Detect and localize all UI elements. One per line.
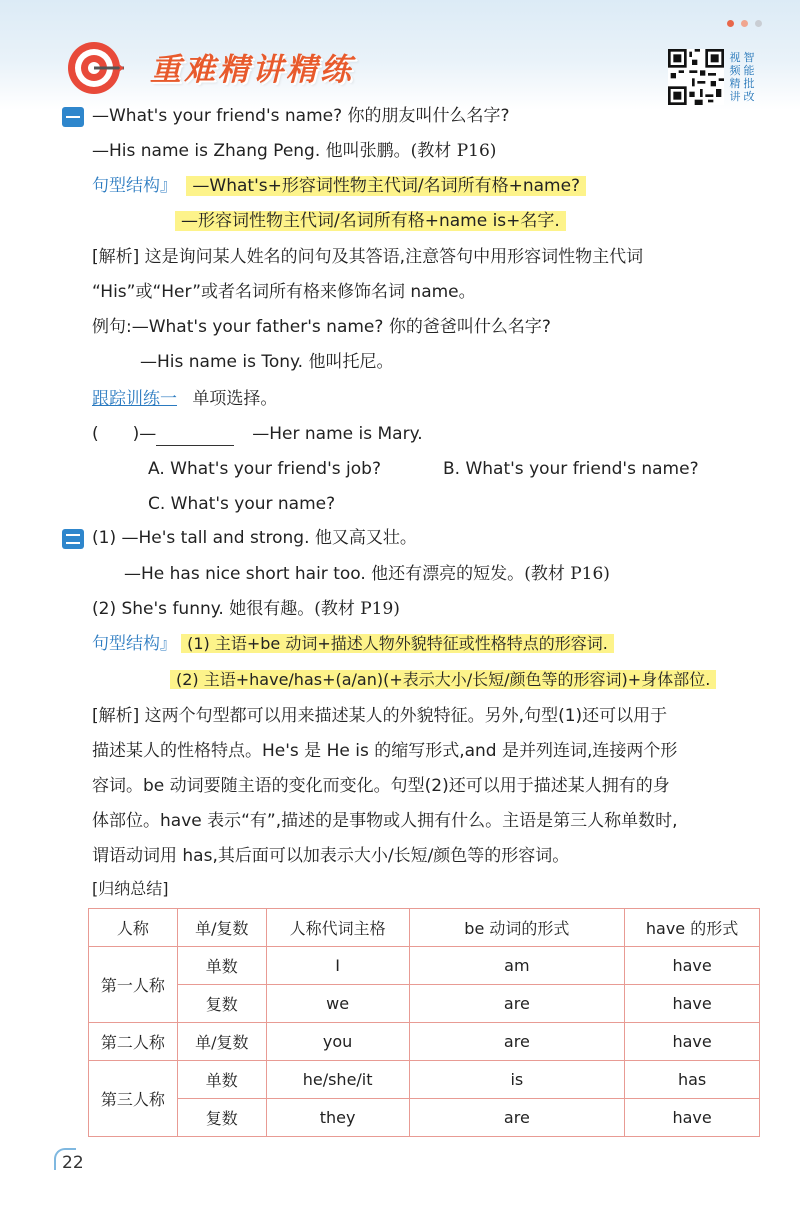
s2-analysis-3: 容词。be 动词要随主语的变化而变化。句型(2)还可以用于描述某人拥有的身	[92, 776, 670, 796]
answer-blank[interactable]	[156, 427, 234, 446]
pattern-1: —What's+形容词性物主代词/名词所有格+name?	[186, 176, 586, 196]
qr-label-char: 批	[743, 77, 755, 90]
pattern-label: 句型结构	[92, 176, 160, 196]
practice-question	[92, 422, 423, 446]
table-row	[89, 1099, 760, 1137]
s1-analysis-1: [解析] 这是询问某人姓名的问句及其答语,注意答句中用形容词性物主代词	[92, 247, 644, 267]
qr-label-char: 改	[743, 90, 755, 103]
practice-title: 单项选择。	[192, 389, 278, 409]
table-row	[89, 1061, 760, 1099]
have-cell: have	[625, 985, 760, 1023]
table-header: have 的形式	[625, 909, 760, 947]
answer-paren: ( )—	[92, 424, 157, 444]
s2-pattern-row2	[170, 668, 716, 692]
s1-question: —What's your friend's name? 你的朋友叫什么名字?	[92, 106, 510, 126]
pronoun-cell: you	[266, 1023, 409, 1061]
pattern-label: 句型结构	[92, 634, 160, 654]
textbook-ref: (教材 P16)	[524, 564, 610, 584]
qr-label-char: 视	[729, 51, 741, 64]
s1-pattern-row2	[175, 209, 566, 233]
pronoun-cell: he/she/it	[266, 1061, 409, 1099]
textbook-ref: (教材 P16)	[410, 141, 497, 161]
table-row	[89, 1023, 760, 1061]
table-header: be 动词的形式	[409, 909, 625, 947]
s1-example-1: 例句:—What's your father's name? 你的爸爸叫什么名字?	[92, 317, 551, 337]
qr-code-icon[interactable]	[668, 49, 724, 105]
section-two-badge	[62, 529, 84, 549]
pronoun-cell: we	[266, 985, 409, 1023]
s1-example-2: —His name is Tony. 他叫托尼。	[140, 352, 394, 372]
s2-sentence-1b-text: —He has nice short hair too. 他还有漂亮的短发。	[124, 564, 525, 584]
s1-analysis-2: “His”或“Her”或者名词所有格来修饰名词 name。	[92, 282, 476, 302]
be-cell: am	[409, 947, 625, 985]
qr-label-char: 能	[743, 64, 755, 77]
option-a[interactable]: A. What's your friend's job?	[148, 459, 381, 479]
be-cell: are	[409, 985, 625, 1023]
pronoun-cell: I	[266, 947, 409, 985]
number-cell: 单数	[177, 947, 266, 985]
qr-widget[interactable]	[668, 48, 764, 106]
s2-analysis-4: 体部位。have 表示“有”,描述的是事物或人拥有什么。主语是第三人称单数时,	[92, 811, 678, 831]
s2-analysis-1: [解析] 这两个句型都可以用来描述某人的外貌特征。另外,句型(1)还可以用于	[92, 706, 668, 726]
number-cell: 复数	[177, 1099, 266, 1137]
section-one-badge	[62, 107, 84, 127]
pattern-2: —形容词性物主代词/名词所有格+name is+名字.	[175, 211, 566, 231]
number-cell: 单/复数	[177, 1023, 266, 1061]
section-title: 重难精讲精练	[150, 52, 354, 88]
option-c[interactable]: C. What's your name?	[148, 494, 336, 514]
have-cell: have	[625, 1099, 760, 1137]
summary-label: [归纳总结]	[92, 879, 169, 898]
table-row	[89, 947, 760, 985]
s2-sentence-2	[92, 597, 400, 621]
target-icon	[66, 38, 126, 98]
pattern-2: (2) 主语+have/has+(a/an)(+表示大小/长短/颜色等的形容词)+身体部位.	[170, 670, 716, 689]
have-cell: have	[625, 947, 760, 985]
s2-pattern-row1: 句型结构』 (1) 主语+be 动词+描述人物外貌特征或性格特点的形容词.	[92, 632, 614, 656]
number-cell: 复数	[177, 985, 266, 1023]
qr-label-char: 智	[743, 51, 755, 64]
qr-label-char: 精	[729, 77, 741, 90]
be-cell: is	[409, 1061, 625, 1099]
qr-label-char: 讲	[729, 90, 741, 103]
s2-sentence-2-text: (2) She's funny. 她很有趣。	[92, 599, 315, 619]
s2-analysis-2: 描述某人的性格特点。He's 是 He is 的缩写形式,and 是并列连词,连接两个形	[92, 741, 678, 761]
table-header: 人称	[89, 909, 178, 947]
have-cell: has	[625, 1061, 760, 1099]
have-cell: have	[625, 1023, 760, 1061]
s1-pattern-row1: 句型结构』 —What's+形容词性物主代词/名词所有格+name?	[92, 174, 586, 198]
s1-answer-text: —His name is Zhang Peng. 他叫张鹏。	[92, 141, 411, 161]
question-text: —Her name is Mary.	[252, 424, 423, 444]
be-cell: are	[409, 1099, 625, 1137]
practice-heading	[92, 387, 277, 411]
person-cell: 第一人称	[89, 947, 178, 1023]
table-row	[89, 985, 760, 1023]
s1-answer	[92, 139, 496, 163]
summary-table	[88, 908, 760, 1137]
pronoun-cell: they	[266, 1099, 409, 1137]
decorative-dots	[727, 20, 762, 27]
practice-label: 跟踪训练一	[92, 389, 177, 409]
table-header: 人称代词主格	[266, 909, 409, 947]
be-cell: are	[409, 1023, 625, 1061]
table-header-row	[89, 909, 760, 947]
textbook-ref: (教材 P19)	[314, 599, 400, 619]
table-header: 单/复数	[177, 909, 266, 947]
number-cell: 单数	[177, 1061, 266, 1099]
qr-label-char: 频	[729, 64, 741, 77]
s2-sentence-1a: (1) —He's tall and strong. 他又高又壮。	[92, 528, 417, 548]
s2-analysis-5: 谓语动词用 has,其后面可以加表示大小/长短/颜色等的形容词。	[92, 846, 570, 866]
person-cell: 第三人称	[89, 1061, 178, 1137]
pattern-1: (1) 主语+be 动词+描述人物外貌特征或性格特点的形容词.	[181, 634, 614, 653]
option-b[interactable]: B. What's your friend's name?	[443, 459, 699, 479]
qr-label	[728, 51, 756, 103]
s2-sentence-1b	[124, 562, 610, 586]
page-number: 22	[62, 1153, 84, 1173]
person-cell: 第二人称	[89, 1023, 178, 1061]
